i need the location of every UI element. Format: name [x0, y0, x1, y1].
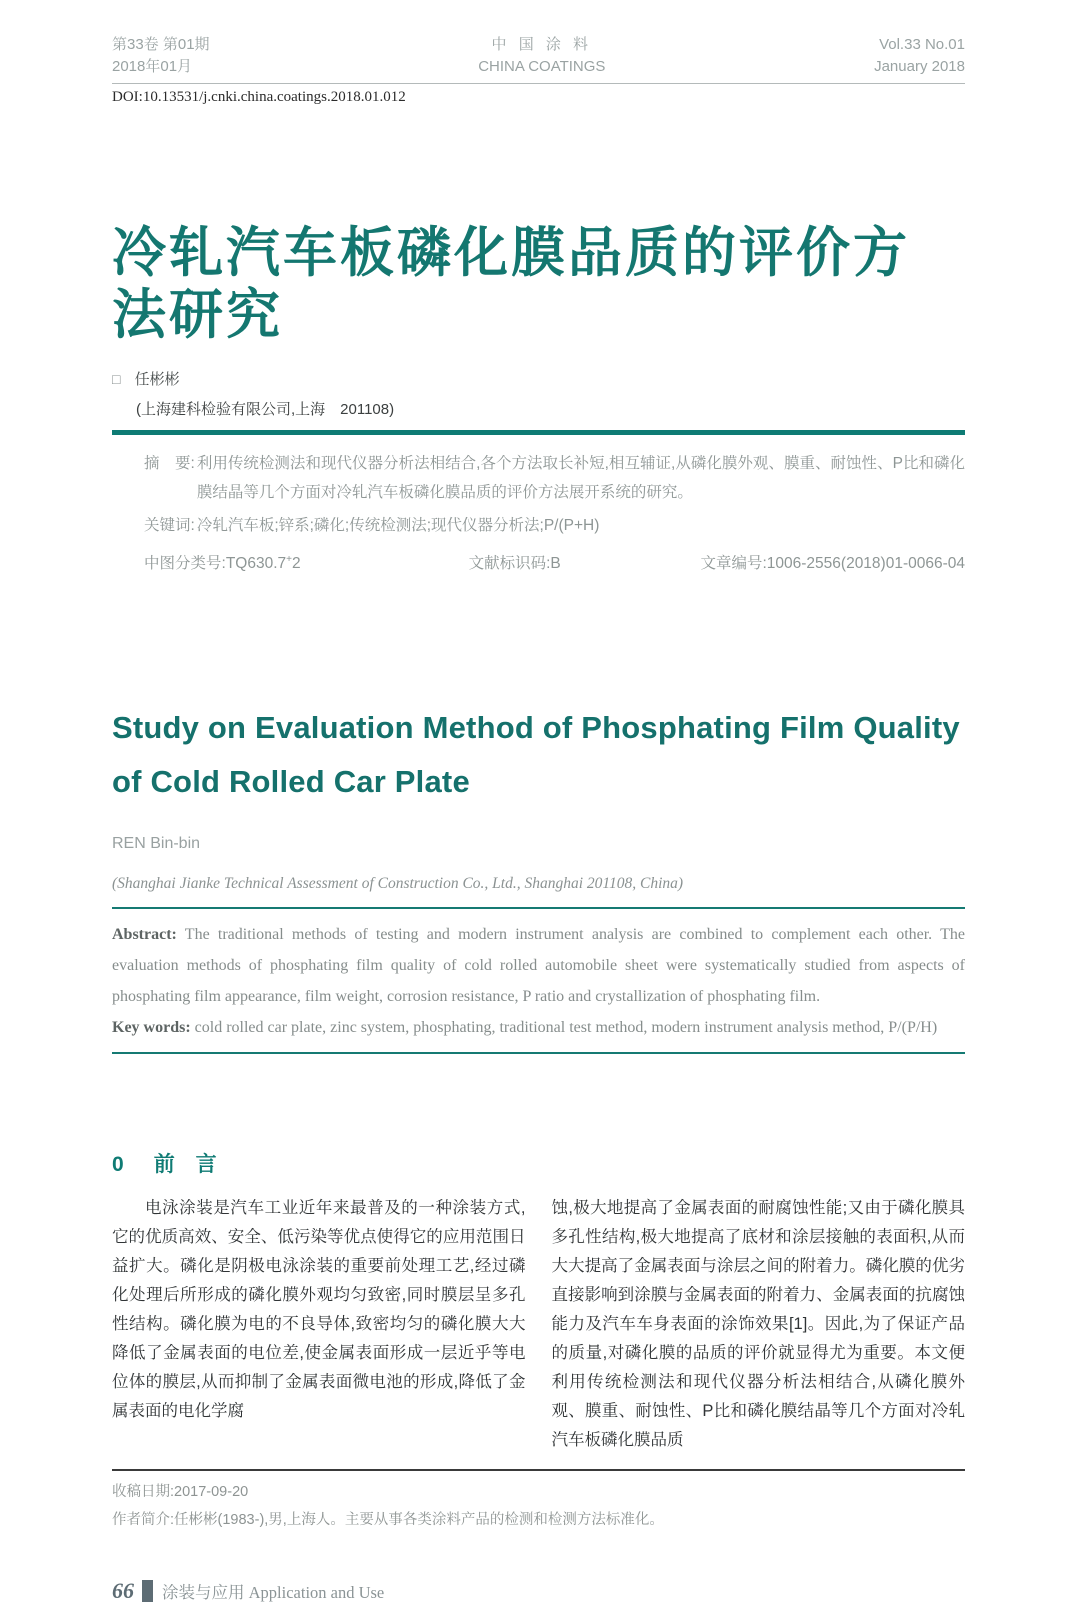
clc-number: [144, 550, 301, 579]
keywords-paragraph-en: [112, 1012, 965, 1043]
header-divider: [112, 83, 965, 84]
doc-code-label: 文献标识码:: [468, 555, 551, 573]
author-name-cn: 任彬彬: [134, 371, 180, 389]
footer-section-label: [162, 1579, 384, 1603]
author-bio-line: [112, 1506, 965, 1534]
body-columns: [112, 1194, 965, 1455]
article-no-value: 1006-2556(2018)01-0066-04: [766, 555, 965, 573]
clc-value: TQ630.7: [225, 555, 287, 573]
body-paragraph-right: 蚀,极大地提高了金属表面的耐腐蚀性能;又由于磷化膜具多孔性结构,极大地提高了底材和涂层接触的表面积,从而大大提高了金属表面与涂层之间的附着力。磷化膜的优劣直接影响到涂膜与金属表面的附着力、金属表面的抗腐蚀能力及汽车车身表面的涂饰效果[1]。因此,为了保证产品的质量,对磷化膜的品质的评价就显得尤为重要。本文便利用传统检测法和现代仪器分析法相结合,从磷化膜外观、膜重、耐蚀性、P比和磷化膜结晶等几个方面对冷轧汽车板磷化膜品质: [551, 1198, 965, 1449]
footer-section-cn: 涂装与应用: [162, 1583, 245, 1603]
section-number: 0: [112, 1152, 124, 1176]
bio-label: 作者简介:: [112, 1512, 175, 1529]
footer-bar-icon: [142, 1580, 153, 1602]
abstract-paragraph-en: [112, 919, 965, 1013]
journal-name-en: CHINA COATINGS: [478, 58, 606, 75]
author-marker-icon: □: [112, 371, 121, 388]
body-column-left: [112, 1194, 526, 1455]
document-code: [469, 550, 561, 579]
volume-issue-en: Vol.33 No.01: [879, 36, 965, 53]
received-date-line: [112, 1478, 965, 1506]
keywords-row-cn: [144, 512, 965, 541]
abstract-block-cn: [112, 450, 965, 579]
keywords-label-en: Key words:: [112, 1019, 191, 1037]
article-title-en: Study on Evaluation Method of Phosphating Film Quality of Cold Rolled Car Plate: [112, 709, 960, 799]
body-paragraph-left: 电泳涂装是汽车工业近年来最普及的一种涂装方式,它的优质高效、安全、低污染等优点使得它的应用范围日益扩大。磷化是阴极电泳涂装的重要前处理工艺,经过磷化处理后所形成的磷化膜外观均匀致密,同时膜层呈多孔性结构。磷化膜为电的不良导体,致密均匀的磷化膜大大降低了金属表面的电位差,使金属表面形成一层近乎等电位体的膜层,从而抑制了金属表面微电池的形成,降低了金属表面的电化学腐: [112, 1198, 526, 1420]
affiliation-en: (Shanghai Jianke Technical Assessment of Construction Co., Ltd., Shanghai 201108, China): [112, 874, 684, 892]
accent-rule-top: [112, 907, 965, 909]
article-number: [700, 550, 965, 579]
abstract-block-en: [112, 919, 965, 1044]
date-en: January 2018: [874, 58, 965, 75]
abstract-text-cn: 利用传统检测法和现代仪器分析法相结合,各个方法取长补短,相互辅证,从磷化膜外观、膜重、耐蚀性、P比和磷化膜结晶等几个方面对冷轧汽车板磷化膜品质的评价方法展开系统的研究。: [196, 455, 965, 501]
article-no-label: 文章编号:: [700, 555, 767, 573]
accent-rule-bottom: [112, 1052, 965, 1054]
section-heading: [112, 1148, 965, 1178]
accent-rule-thick: [112, 430, 965, 435]
body-column-right: [552, 1194, 966, 1455]
footer-section-en: Application and Use: [244, 1583, 385, 1603]
keywords-text-en: cold rolled car plate, zinc system, phosphating, traditional test method, modern instrument analysis method, P/(P/H): [190, 1019, 938, 1037]
received-label: 收稿日期:: [112, 1483, 175, 1500]
affiliation-cn: (上海建科检验有限公司,上海 201108): [136, 401, 395, 419]
volume-issue-cn: 第33卷 第01期: [112, 36, 210, 53]
clc-suffix: 2: [291, 555, 301, 573]
date-cn: 2018年01月: [112, 58, 193, 75]
article-title-cn: 冷轧汽车板磷化膜品质的评价方法研究: [112, 223, 910, 346]
abstract-label-cn: 摘 要:: [144, 455, 195, 473]
header-center: [478, 34, 605, 78]
doi-text: DOI:10.13531/j.cnki.china.coatings.2018.01.012: [112, 89, 406, 105]
header-right: [874, 34, 965, 78]
clc-label: 中图分类号:: [144, 555, 226, 573]
bio-value: 任彬彬(1983-),男,上海人。主要从事各类涂料产品的检测和检测方法标准化。: [174, 1512, 664, 1529]
page-number: 66: [112, 1578, 134, 1604]
page-footer: [112, 1578, 965, 1604]
keywords-label-cn: 关键词:: [144, 516, 195, 534]
journal-name-cn: 中 国 涂 料: [491, 36, 593, 53]
author-row: [112, 368, 965, 389]
received-value: 2017-09-20: [174, 1483, 249, 1500]
header-left: [112, 34, 210, 78]
doc-code-value: B: [550, 555, 561, 573]
abstract-label-en: Abstract:: [112, 925, 177, 943]
footnote-block: [112, 1469, 965, 1535]
abstract-text-en: The traditional methods of testing and modern instrument analysis are combined to complement each other. The evaluation methods of phosphating film quality of cold rolled automobile sheet were systematically studied from aspects of phosphating film appearance, film weight, corrosion resistance, P ratio and crystallization of phosphating film.: [112, 925, 965, 1006]
abstract-row-cn: [144, 450, 965, 507]
keywords-text-cn: 冷轧汽车板;锌系;磷化;传统检测法;现代仪器分析法;P/(P+H): [196, 516, 600, 534]
meta-row: [144, 550, 965, 579]
clc-superscript: +: [286, 554, 292, 566]
section-title: 前 言: [153, 1152, 217, 1176]
journal-header: [112, 34, 965, 78]
author-name-en: REN Bin-bin: [112, 834, 201, 852]
